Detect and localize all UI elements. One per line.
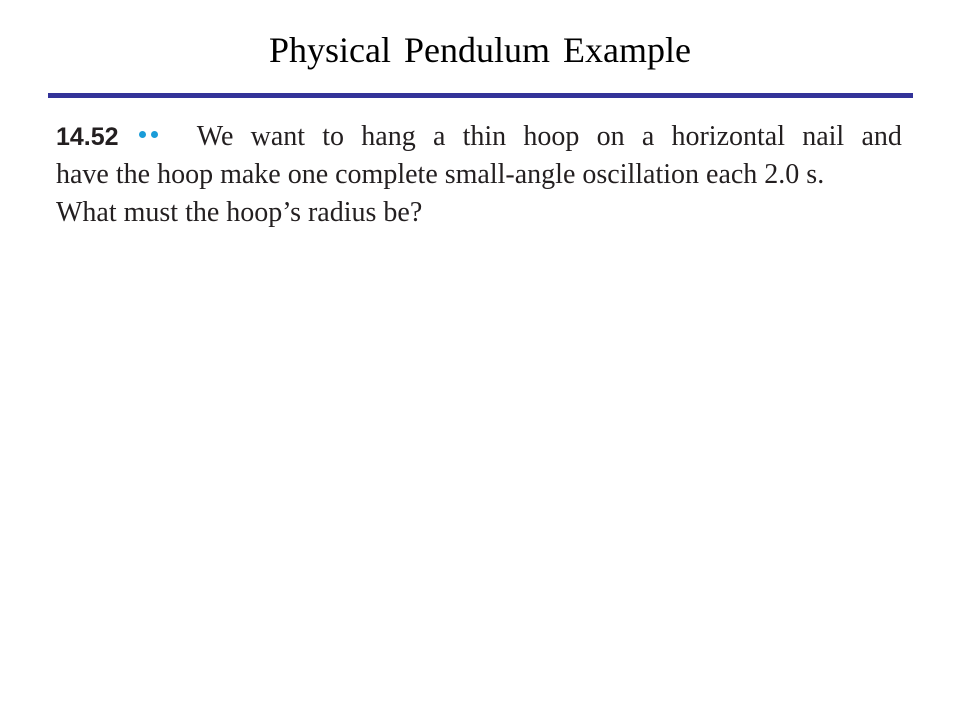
problem-word: thin — [462, 121, 507, 152]
problem-word: nail — [802, 121, 845, 152]
problem-word: hang — [361, 121, 416, 152]
problem-word: horizontal — [671, 121, 785, 152]
problem-word: a — [641, 121, 655, 152]
problem-header — [56, 118, 180, 156]
difficulty-indicator — [139, 131, 158, 138]
problem-word: on — [596, 121, 625, 152]
difficulty-dot — [139, 131, 146, 138]
problem-block — [56, 118, 902, 232]
problem-line-3: What must the hoop’s radius be? — [56, 197, 423, 228]
problem-line-1 — [56, 118, 902, 156]
problem-word: hoop — [523, 121, 580, 152]
problem-word: want — [250, 121, 306, 152]
problem-number: 14.52 — [56, 123, 119, 151]
problem-word: a — [432, 121, 446, 152]
problem-word: We — [196, 121, 234, 152]
slide-title: Physical Pendulum Example — [269, 30, 691, 70]
problem-word: and — [861, 121, 902, 152]
title-rule — [48, 93, 913, 98]
problem-word: to — [322, 121, 345, 152]
problem-line-2: have the hoop make one complete small-angle oscillation each 2.0 s. — [56, 159, 825, 190]
difficulty-dot — [151, 131, 158, 138]
